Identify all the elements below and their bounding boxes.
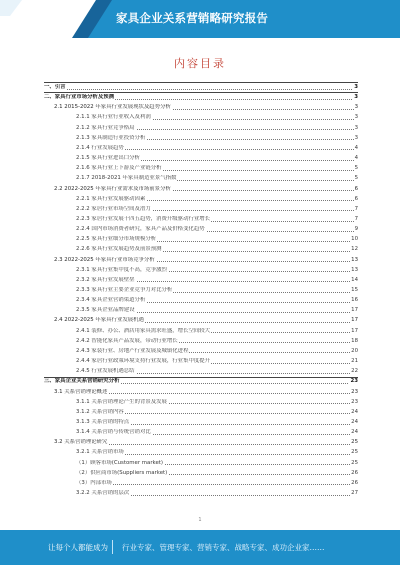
toc-entry-page: 25	[351, 439, 358, 446]
toc-entry-page: 15	[351, 287, 358, 293]
toc-entry-page: 18	[351, 337, 358, 344]
toc-entry[interactable]	[44, 165, 358, 172]
toc-entry-label: 2.4.5 行业发展机遇总结	[76, 368, 135, 375]
toc-entry[interactable]	[44, 206, 358, 213]
toc-entry[interactable]	[44, 449, 358, 456]
toc-entry-page: 26	[351, 479, 358, 486]
toc-entry[interactable]	[44, 125, 358, 132]
toc-entry[interactable]	[44, 196, 358, 203]
toc-entry-page: 25	[351, 459, 358, 466]
toc-entry-label: 3.2.2 关系营销的层次	[76, 490, 130, 496]
footer-divider	[112, 540, 113, 554]
toc-entry-page: 6	[354, 195, 358, 202]
toc-entry-page: 3	[354, 134, 358, 141]
toc-entry-label: 2.1.2 家具行业竞争格局	[76, 124, 135, 131]
toc-entry-page: 13	[351, 266, 358, 273]
toc-entry-label: 2.1.1 家具行业行业收入及利润	[76, 114, 151, 121]
toc-entry-label: 2.2.2 家居行业市场空间及潜力	[76, 205, 151, 212]
toc-entry-page: 4	[354, 155, 358, 162]
toc-entry-label: 2.3.1 家具行业集中度不高，竞争激烈	[76, 266, 167, 273]
toc-entry-page: 5	[354, 175, 358, 182]
toc-entry[interactable]	[44, 287, 358, 294]
toc-entry-label: 2.3.2 家具行业发展壁垒	[76, 276, 135, 283]
toc-entry-page: 24	[351, 418, 358, 425]
toc-entry-page: 3	[354, 84, 358, 90]
toc-entry-page: 4	[354, 144, 358, 151]
dot-leader	[44, 89, 358, 90]
toc-entry[interactable]	[44, 216, 358, 223]
toc-entry-page: 13	[351, 256, 358, 263]
toc-entry-page: 9	[354, 226, 358, 233]
toc-entry-label: 2.2.1 家具行业发展驱动因素	[76, 195, 146, 202]
toc-entry[interactable]	[44, 378, 358, 385]
toc-entry-label: 3.1.1 关系营销理论产生的背景及发展	[76, 398, 167, 405]
toc-entry[interactable]	[44, 419, 358, 426]
toc-entry[interactable]	[44, 277, 358, 284]
toc-entry-label: （1）顾客市场(Customer market)	[76, 459, 164, 466]
toc-entry[interactable]	[44, 368, 358, 375]
toc-entry-page: 20	[351, 347, 358, 354]
toc-entry-label: 2.3 2022-2025 年家具行业市场竞争分析	[54, 256, 155, 263]
toc-entry-label: 2.1.7 2018-2021 年家具制造业景气指数	[76, 175, 177, 182]
toc-entry-page: 25	[351, 449, 358, 456]
toc-entry[interactable]	[44, 429, 358, 436]
toc-entry-page: 5	[354, 165, 358, 172]
toc-entry-label: 2.1.3 家具制造行业投资分析	[76, 134, 146, 141]
toc-entry-page: 12	[351, 246, 358, 253]
toc-entry[interactable]	[44, 389, 358, 396]
toc-entry-label: 2.2.6 家具行业发展趋势及前景预测	[76, 246, 162, 253]
toc-entry[interactable]	[44, 257, 358, 264]
toc-heading: 内容目录	[174, 57, 226, 70]
report-header	[0, 0, 400, 38]
toc-entry-page: 3	[354, 104, 358, 111]
toc-entry[interactable]	[44, 135, 358, 142]
toc-entry-label: 2.2.3 家居行业发展十四五趋势，消费升级驱动行业增长	[76, 215, 211, 222]
toc-entry-label: 三、家具企业关系营销研究分析	[44, 378, 120, 385]
toc-entry-page: 21	[351, 358, 358, 365]
footer-banner	[0, 530, 400, 565]
toc-entry-label: 2.4.4 家居行业政策环境支持行业发展，行业集中度提升	[76, 358, 211, 365]
dot-leader	[76, 484, 358, 485]
toc-entry[interactable]	[44, 480, 358, 487]
toc-entry-label: 3.1.4 关系营销与传统营销对比	[76, 429, 151, 436]
toc-entry[interactable]	[44, 155, 358, 162]
table-of-contents	[44, 84, 358, 502]
toc-entry-label: （2）供应商市场(Suppliers market)	[76, 469, 168, 476]
toc-entry[interactable]	[44, 84, 358, 91]
toc-entry[interactable]	[44, 317, 358, 324]
toc-entry-label: 2.3.5 家具企业品牌建设	[76, 307, 135, 314]
toc-entry[interactable]	[44, 246, 358, 253]
toc-entry-page: 14	[351, 276, 358, 283]
toc-entry-page: 22	[351, 368, 358, 375]
toc-entry-label: 2.3.3 家具行业主要企业竞争力对比分析	[76, 287, 173, 293]
toc-entry[interactable]	[44, 490, 358, 497]
toc-entry-page: 7	[354, 215, 358, 222]
toc-entry-label: 2.4.2 智能化家具产品发展，带动行业增长	[76, 337, 178, 344]
toc-entry-label: （3）内部市场	[76, 479, 112, 486]
toc-entry[interactable]	[44, 409, 358, 416]
toc-entry[interactable]	[44, 104, 358, 111]
toc-entry[interactable]	[44, 145, 358, 152]
toc-entry-label: 2.1.5 家具行业进出口分析	[76, 155, 140, 162]
toc-entry-page: 17	[351, 307, 358, 314]
toc-entry-page: 23	[351, 398, 358, 405]
toc-entry[interactable]	[44, 460, 358, 467]
toc-entry[interactable]	[44, 338, 358, 345]
toc-entry-page: 7	[354, 205, 358, 212]
toc-entry-label: 3.2 关系营销理论研究	[54, 439, 108, 446]
toc-entry-label: 2.3.4 家具企业营销渠道分析	[76, 297, 146, 304]
toc-entry-label: 2.2.5 家具行业细分市场规模分析	[76, 236, 157, 243]
footer-slogan-left: 让每个人都能成为	[48, 543, 108, 552]
toc-entry-label: 3.1.3 关系营销的特点	[76, 418, 130, 425]
toc-entry[interactable]	[44, 348, 358, 355]
toc-entry[interactable]	[44, 114, 358, 121]
toc-entry[interactable]	[44, 226, 358, 233]
toc-entry-page: 26	[351, 469, 358, 476]
toc-entry-label: 3.2.1 关系营销市场	[76, 449, 124, 456]
toc-entry[interactable]	[44, 186, 358, 193]
toc-entry[interactable]	[44, 328, 358, 335]
toc-entry-page: 27	[351, 490, 358, 496]
toc-entry-label: 2.4 2022-2025 年家具行业发展机遇	[54, 317, 144, 324]
toc-entry-label: 二、家具行业市场分析及预测	[44, 94, 115, 101]
toc-entry-label: 2.1.4 行业发展趋势	[76, 144, 124, 151]
toc-entry[interactable]	[44, 175, 358, 182]
toc-entry-label: 2.4.3 家装行业、房地产行业发展及城镇化进程	[76, 347, 189, 354]
toc-entry-page: 6	[354, 185, 358, 192]
toc-entry-label: 2.1 2015-2022 年家具行业发展现状及趋势分析	[54, 104, 171, 111]
toc-entry[interactable]	[44, 236, 358, 243]
report-title: 家具企业关系营销略研究报告	[116, 11, 269, 25]
toc-entry[interactable]	[44, 399, 358, 406]
toc-entry[interactable]	[44, 470, 358, 477]
toc-entry-page: 10	[351, 236, 358, 243]
toc-entry[interactable]	[44, 439, 358, 446]
toc-entry-label: 2.4.1 装修、办公、酒店用家具需求旺盛，增长空间较大	[76, 327, 211, 334]
toc-entry-page: 17	[351, 327, 358, 334]
footer-slogan-right: 行业专家、管理专家、营销专家、战略专家、成功企业家……	[122, 543, 325, 552]
toc-entry-page: 17	[351, 317, 358, 324]
toc-entry-page: 24	[351, 408, 358, 415]
toc-entry-label: 2.1.6 家具行业上下游及产业链分析	[76, 165, 162, 172]
toc-entry[interactable]	[44, 94, 358, 101]
toc-entry-page: 16	[351, 297, 358, 304]
toc-entry-label: 2.2 2022-2025 年家具行业需求及市场前景分析	[54, 185, 171, 192]
page-number: 1	[198, 517, 202, 523]
toc-entry-page: 3	[354, 94, 358, 101]
toc-entry-page: 23	[350, 378, 358, 385]
toc-entry-label: 3.1.2 关系营销内容	[76, 408, 124, 415]
toc-entry[interactable]	[44, 267, 358, 274]
toc-entry-label: 3.1 关系营销理论概述	[54, 388, 108, 395]
toc-entry-page: 3	[354, 114, 358, 121]
toc-entry-page: 23	[351, 388, 358, 395]
toc-entry-label: 一、引言	[44, 84, 66, 90]
toc-entry[interactable]	[44, 297, 358, 304]
toc-entry[interactable]	[44, 358, 358, 365]
toc-entry-label: 2.2.4 国内市场消费者研究，家具产品及价格变化趋势	[76, 226, 205, 233]
toc-entry-page: 24	[351, 429, 358, 436]
toc-entry-page: 3	[354, 124, 358, 131]
toc-entry[interactable]	[44, 307, 358, 314]
